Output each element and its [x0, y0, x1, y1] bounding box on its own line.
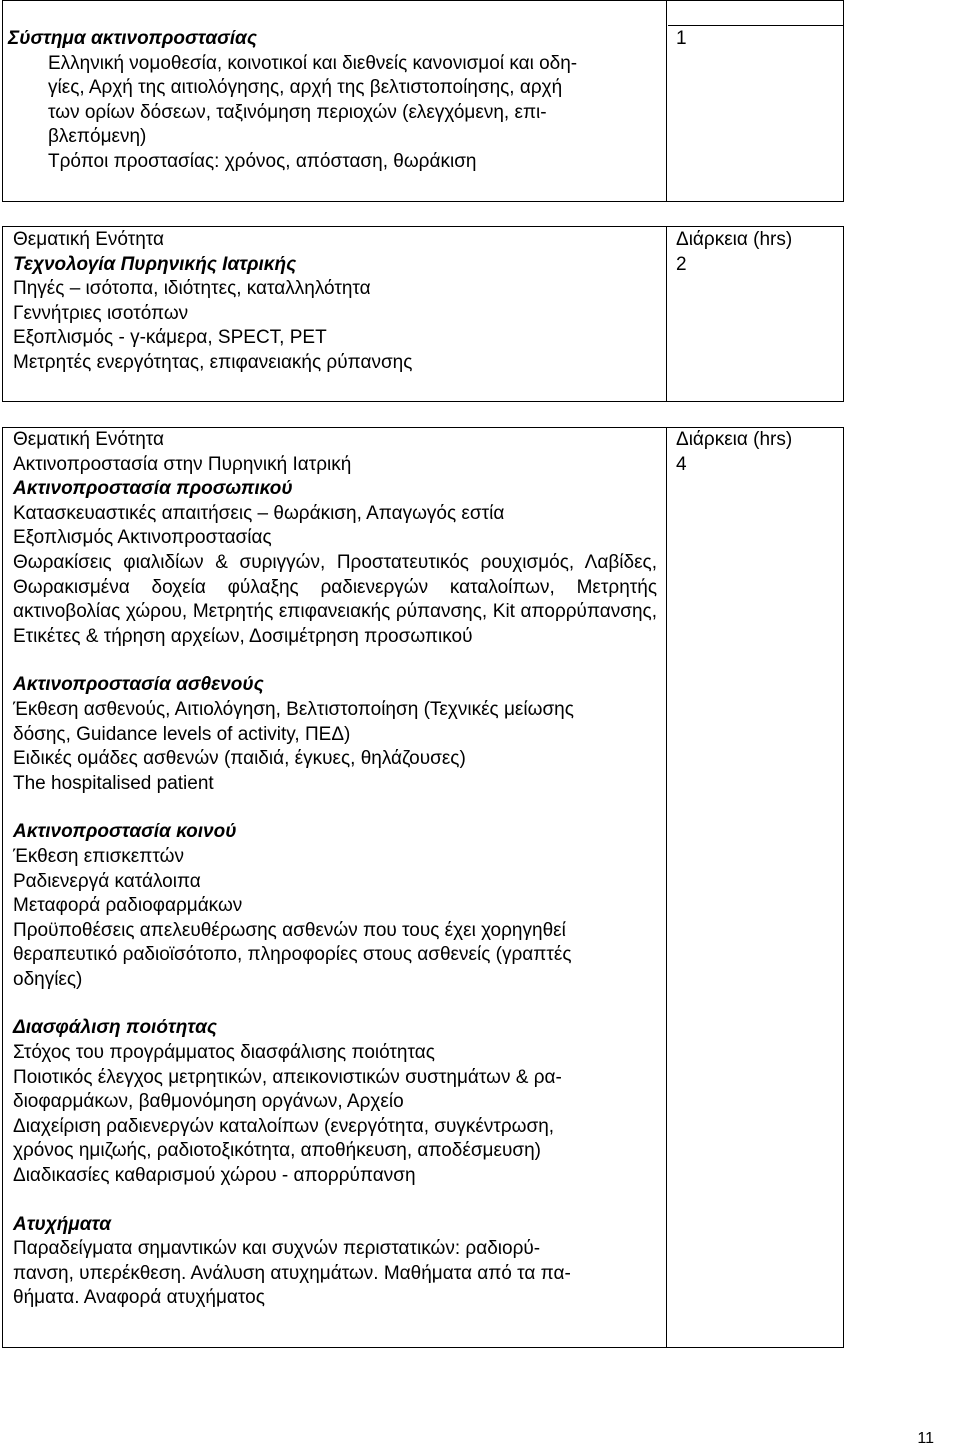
quality-line: Διαχείριση ραδιενεργών καταλοίπων (ενεργότητα, συγκέντρωση, — [13, 1115, 555, 1137]
staff-line: Εξοπλισμός Ακτινοπροστασίας — [13, 527, 272, 549]
quality-line: Στόχος του προγράμματος διασφάλισης ποιότητας — [13, 1042, 435, 1064]
public-line: Ραδιενεργά κατάλοιπα — [13, 870, 201, 892]
public-line: Μεταφορά ραδιοφαρμάκων — [13, 895, 243, 917]
spacer — [13, 1189, 657, 1213]
accidents-line: πανση, υπερέκθεση. Ανάλυση ατυχημάτων. Μαθήματα από τα πα- — [13, 1262, 571, 1284]
hours-value: 4 — [676, 453, 687, 475]
quality-line: χρόνος ημιζωής, ραδιοτοξικότητα, αποθήκευση, αποδέσμευση) — [13, 1140, 541, 1162]
block2-line: Μετρητές ενεργότητας, επιφανειακής ρύπανσης — [13, 351, 413, 373]
duration-label: Διάρκεια (hrs) — [676, 229, 793, 250]
block1-lines — [8, 52, 658, 175]
accidents-heading: Ατυχήματα — [13, 1213, 112, 1235]
block2-line: Γεννήτριες ισοτόπων — [13, 302, 189, 324]
staff-line: Κατασκευαστικές απαιτήσεις – θωράκιση, Απαγωγός εστία — [13, 502, 505, 524]
public-heading: Ακτινοπροστασία κοινού — [13, 821, 237, 843]
block1-line: των ορίων δόσεων, ταξινόμηση περιοχών (ελεγχόμενη, επι- — [48, 101, 547, 123]
block3-duration — [676, 428, 792, 477]
block1-content — [8, 27, 658, 175]
spacer — [13, 992, 657, 1016]
hours-value: 1 — [676, 28, 687, 49]
public-line: θεραπευτικό ραδιοϊσότοπο, πληροφορίες στους ασθενείς (γραπτές — [13, 944, 572, 966]
staff-heading: Ακτινοπροστασία προσωπικού — [13, 478, 293, 500]
duration-label: Διάρκεια (hrs) — [676, 429, 793, 450]
accidents-line: Παραδείγματα σημαντικών και συχνών περιστατικών: ραδιορύ- — [13, 1238, 541, 1260]
section-label: Θεματική Ενότητα — [13, 429, 165, 450]
block3-subtitle: Ακτινοπροστασία στην Πυρηνική Ιατρική — [13, 453, 352, 475]
patient-line: The hospitalised patient — [13, 772, 214, 794]
public-line: Έκθεση επισκεπτών — [13, 845, 184, 867]
quality-line: διοφαρμάκων, βαθμονόμηση οργάνων, Αρχείο — [13, 1091, 404, 1113]
column-divider — [666, 427, 667, 1348]
block2-title: Τεχνολογία Πυρηνικής Ιατρικής — [13, 253, 297, 275]
hours-value: 2 — [676, 253, 687, 275]
spacer — [13, 649, 657, 673]
block2-line: Πηγές – ισότοπα, ιδιότητες, καταλληλότητα — [13, 278, 371, 300]
block2-duration — [676, 228, 792, 277]
page-number: 11 — [917, 1430, 934, 1447]
public-line: οδηγίες) — [13, 968, 83, 990]
spacer — [13, 796, 657, 820]
public-line: Προϋποθέσεις απελευθέρωσης ασθενών που τους έχει χορηγηθεί — [13, 919, 566, 941]
quality-line: Διαδικασίες καθαρισμού χώρου - απορρύπανση — [13, 1165, 416, 1187]
accidents-line: θήματα. Αναφορά ατυχήματος — [13, 1287, 265, 1309]
patient-line: Έκθεση ασθενούς, Αιτιολόγηση, Βελτιστοποίηση (Τεχνικές μείωσης — [13, 698, 574, 720]
block2-content — [13, 228, 663, 376]
top-row-divider — [668, 25, 844, 26]
block1-heading: Σύστημα ακτινοπροστασίας — [8, 28, 257, 49]
column-divider — [666, 0, 667, 202]
quality-heading: Διασφάλιση ποιότητας — [13, 1017, 217, 1039]
block1-line: Τρόποι προστασίας: χρόνος, απόσταση, θωράκιση — [48, 150, 477, 172]
patient-heading: Ακτινοπροστασία ασθενούς — [13, 674, 264, 696]
staff-paragraph: Θωρακίσεις φιαλιδίων & συριγγών, Προστατευτικός ρουχισμός, Λαβίδες, Θωρακισμένα δοχεία φύλαξης ραδιενεργών καταλοίπων, Μετρητής ακτινοβολίας χώρου, Μετρητής επιφανειακής ρύπανσης, Kit απορρύπανσης, Ετικέτες & τήρηση αρχείων, Δοσιμέτρηση προσωπικού — [13, 551, 657, 647]
block1-hours — [676, 27, 687, 52]
block2-line: Εξοπλισμός - γ-κάμερα, SPECT, PET — [13, 327, 327, 349]
quality-line: Ποιοτικός έλεγχος μετρητικών, απεικονιστικών συστημάτων & ρα- — [13, 1066, 562, 1088]
patient-line: δόσης, Guidance levels of activity, ΠΕΔ) — [13, 723, 351, 745]
section-label: Θεματική Ενότητα — [13, 229, 165, 250]
block1-line: γίες, Αρχή της αιτιολόγησης, αρχή της βελτιστοποίησης, αρχή — [48, 77, 563, 99]
block1-line: Ελληνική νομοθεσία, κοινοτικοί και διεθνείς κανονισμοί και οδη- — [48, 52, 578, 74]
block1-line: βλεπόμενη) — [48, 126, 147, 148]
column-divider — [666, 226, 667, 402]
patient-line: Ειδικές ομάδες ασθενών (παιδιά, έγκυες, θηλάζουσες) — [13, 748, 466, 770]
block3-content — [13, 428, 657, 1311]
